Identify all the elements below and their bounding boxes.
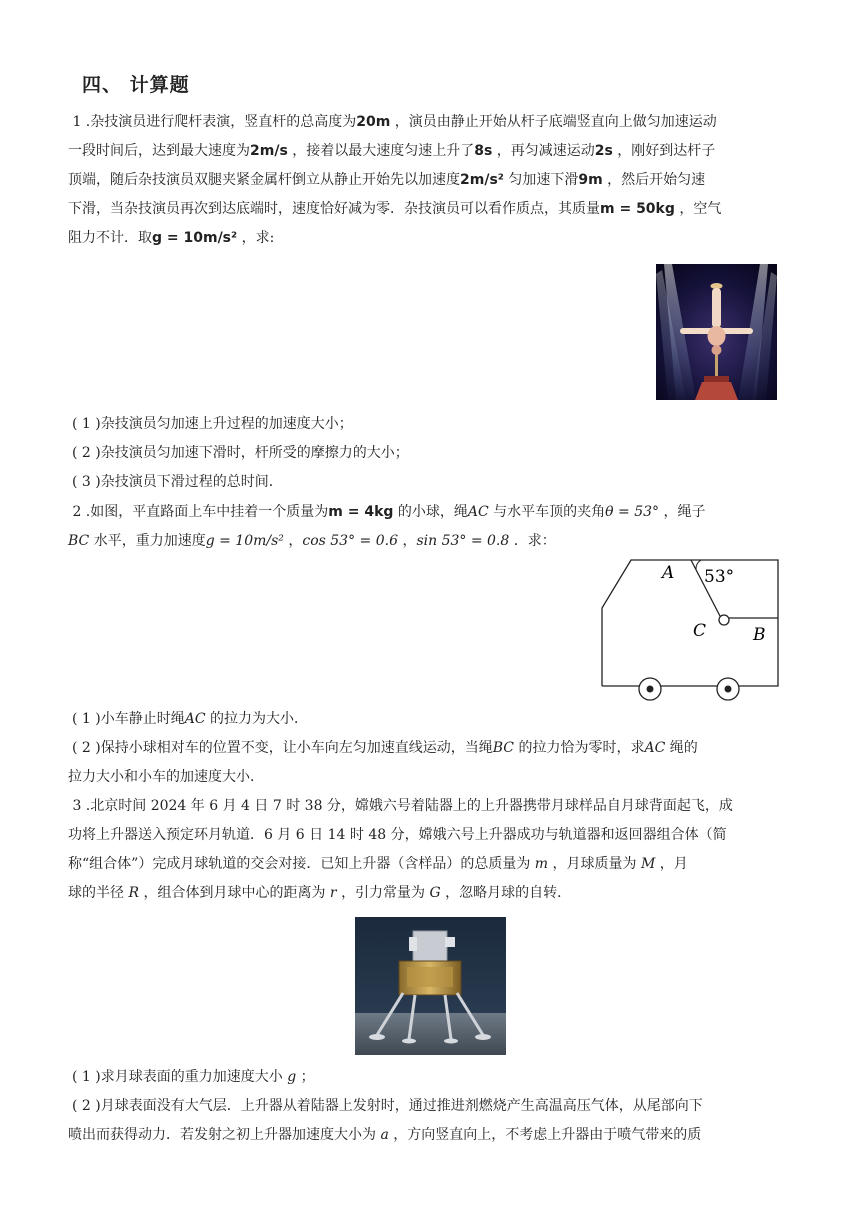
p2-question-1: ( 1 )小车静止时绳AC 的拉力为大小． — [72, 711, 309, 727]
p1-line-4: 下滑，当杂技演员再次到达底端时，速度恰好减为零．杂技演员可以看作质点，其质量m = 50kg ，空气 — [68, 201, 722, 217]
p1-question-1: ( 1 )杂技演员匀加速上升过程的加速度大小； — [72, 416, 353, 432]
p3-question-2: ( 2 )月球表面没有大气层．上升器从着陆器上发射时，通过推进剂燃烧产生高温高压气体，从尾部向下 — [72, 1098, 703, 1114]
p3-line-2: 功将上升器送入预定环月轨道．6 月 6 日 14 时 48 分，嫦娥六号上升器成功与轨道器和返回器组合体（简 — [68, 827, 727, 843]
p3-question-2-cont: 喷出而获得动力．若发射之初上升器加速度大小为 a ，方向竖直向上，不考虑上升器由于喷气带来的质 — [68, 1127, 702, 1143]
p1-question-2: ( 2 )杂技演员匀加速下滑时，杆所受的摩擦力的大小； — [72, 445, 409, 461]
p2-question-2: ( 2 )保持小球相对车的位置不变，让小车向左匀加速直线运动，当绳BC 的拉力恰为零时，求AC 绳的 — [72, 740, 698, 756]
section-title: 四、 计算题 — [82, 74, 190, 96]
problem-1-text — [68, 108, 780, 253]
problem-2-text — [68, 498, 780, 556]
p3-line-1: 3 .北京时间 2024 年 6 月 4 日 7 时 38 分，嫦娥六号着陆器上的上升器携带月球样品自月球背面起飞，成 — [72, 798, 733, 814]
ball — [719, 615, 729, 625]
p1-line-5: 阻力不计．取g = 10m/s² ，求: — [68, 230, 275, 246]
p2-question-2-cont: 拉力大小和小车的加速度大小． — [68, 769, 264, 785]
angle-label: 53° — [704, 567, 735, 587]
right-wheel — [717, 678, 739, 700]
problem-3-text-vars — [68, 850, 780, 908]
problem-3-text — [68, 792, 780, 850]
acrobat-photo — [656, 264, 777, 400]
p1-question-3: ( 3 )杂技演员下滑过程的总时间． — [72, 474, 283, 490]
p3-line-3-full: 称“组合体”）完成月球轨道的交会对接．已知上升器（含样品）的总质量为 m ，月球质量为 M ，月 — [68, 856, 688, 872]
label-c: C — [693, 621, 707, 641]
p2-line-1: 2 .如图，平直路面上车中挂着一个质量为m = 4kg 的小球，绳AC 与水平车顶的夹角θ = 53° ，绳子 — [72, 504, 706, 520]
p3-question-1: ( 1 )求月球表面的重力加速度大小 g ； — [72, 1069, 315, 1085]
p1-line-1: 1 .杂技演员进行爬杆表演，竖直杆的总高度为20m ，演员由静止开始从杆子底端竖直向上做匀加速运动 — [72, 114, 717, 130]
p2-line-2: BC 水平，重力加速度g = 10m/s² ，cos 53° = 0.6 ，sin 53° = 0.8 ．求： — [68, 533, 556, 549]
label-a: A — [662, 563, 675, 583]
p1-line-2: 一段时间后，达到最大速度为2m/s ，接着以最大速度匀速上升了8s ，再匀减速运动2s ，刚好到达杆子 — [68, 143, 716, 159]
cart-diagram — [598, 556, 784, 704]
p3-line-4: 球的半径 R ，组合体到月球中心的距离为 r ，引力常量为 G ，忽略月球的自转． — [68, 885, 572, 901]
angle-arc — [696, 560, 701, 569]
label-b: B — [753, 625, 766, 645]
lander-photo — [355, 917, 506, 1055]
left-wheel — [639, 678, 661, 700]
p1-line-3: 顶端，随后杂技演员双腿夹紧金属杆倒立从静止开始先以加速度2m/s² 匀加速下滑9m ，然后开始匀速 — [68, 172, 706, 188]
